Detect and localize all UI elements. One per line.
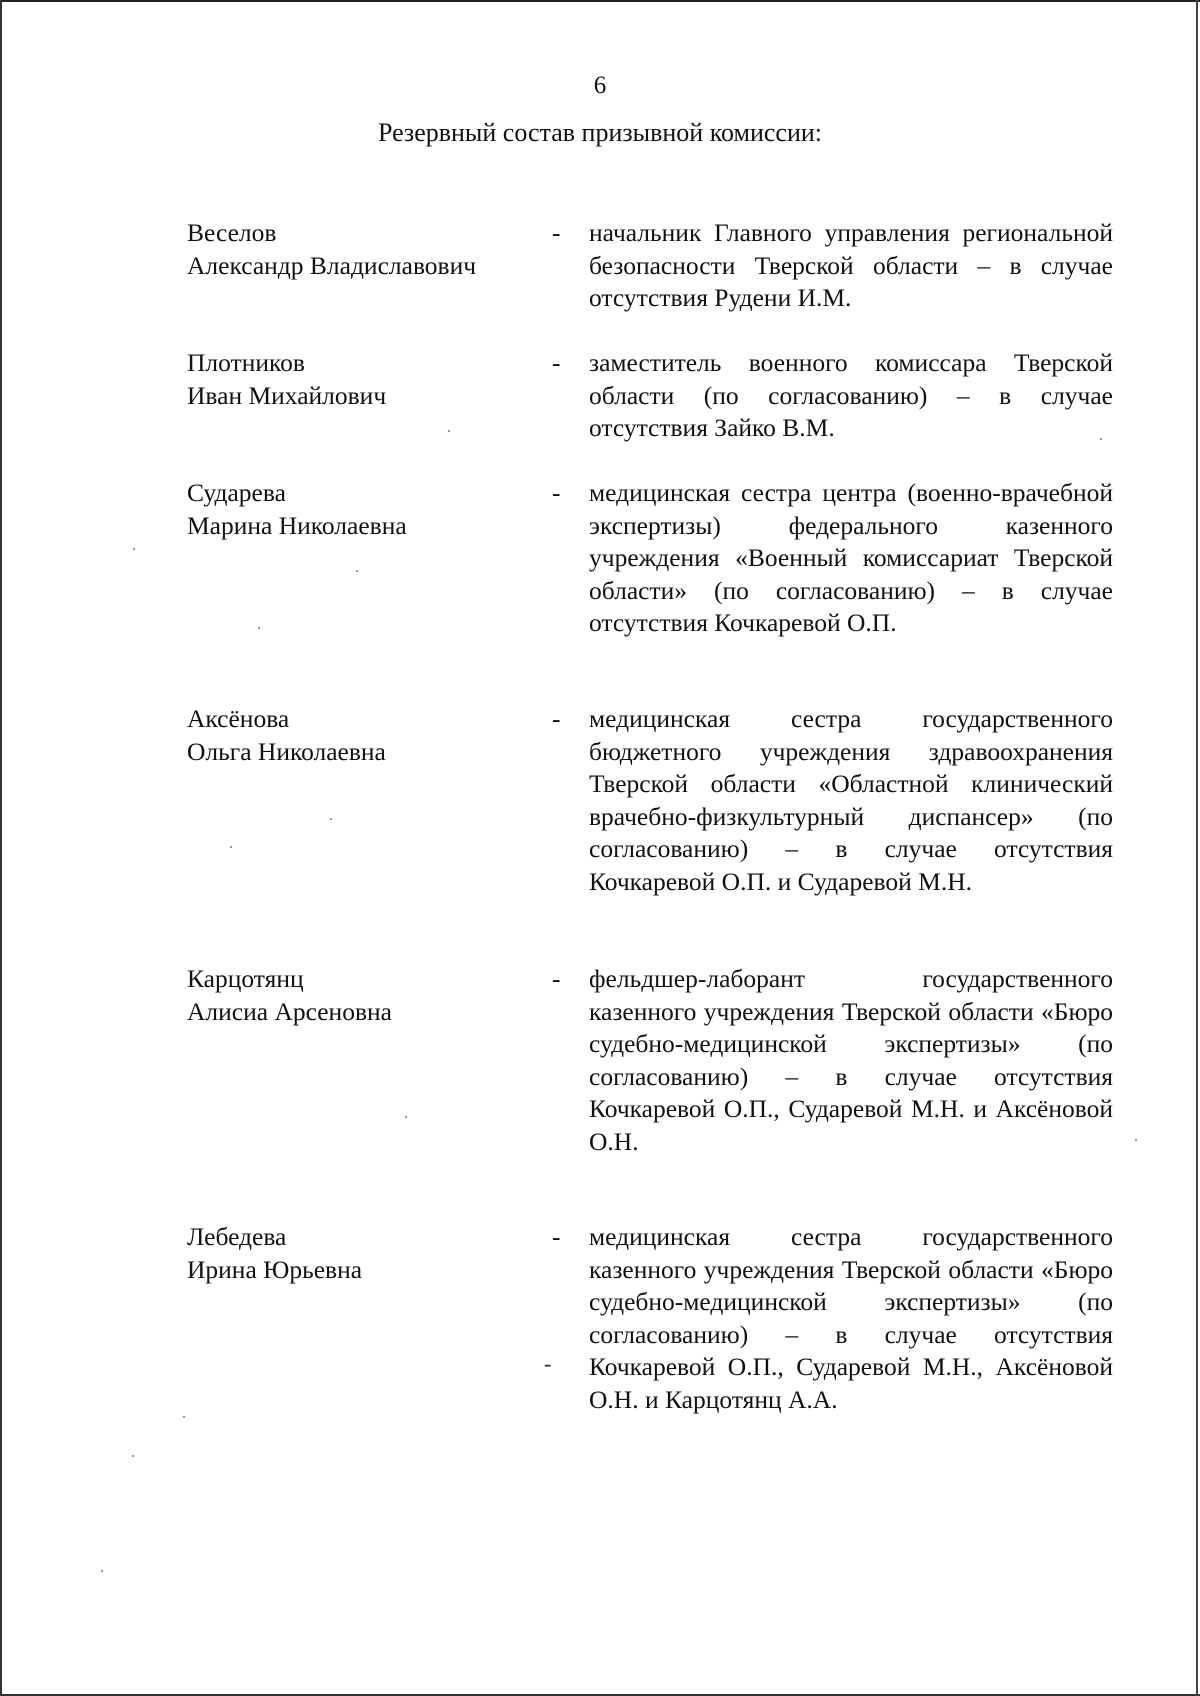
scan-speck — [230, 846, 232, 848]
scan-speck — [356, 570, 358, 572]
scan-speck — [1135, 1139, 1137, 1141]
scan-speck — [1100, 438, 1102, 440]
member-position: медицинская сестра центра (военно-врачебной экспертизы) федерального казенного учреждения «Военный комиссариат Тверской области» (по согласованию) – в случае отсутствия Кочкаревой О.П. — [589, 478, 1113, 637]
member-given-names: Ольга Николаевна — [187, 736, 386, 766]
entry-dash: - — [552, 478, 561, 507]
entry-dash: - — [552, 964, 561, 993]
scan-border-left — [0, 0, 2, 1696]
member-position: медицинская сестра государственного казенного учреждения Тверской области «Бюро судебно-медицинской экспертизы» (по согласованию) – в случае отсутствия Кочкаревой О.П., Сударевой М.Н., Аксёновой О.Н. и Карцотянц А.А. — [589, 1222, 1113, 1414]
stray-dash-mark: - — [544, 1351, 552, 1376]
scan-border-top — [0, 0, 1200, 2]
member-given-names: Иван Михайлович — [187, 380, 387, 410]
member-name — [187, 1221, 527, 1286]
member-name — [187, 217, 527, 282]
page-title: Резервный состав призывной комиссии: — [377, 118, 823, 147]
entry-dash: - — [552, 704, 561, 733]
scan-speck — [258, 627, 260, 629]
member-name — [187, 963, 527, 1028]
scan-speck — [448, 430, 450, 432]
member-position: медицинская сестра государственного бюджетного учреждения здравоохранения Тверской области «Областной клинический врачебно-физкультурный диспансер» (по согласованию) – в случае отсутствия Кочкаревой О.П. и Сударевой М.Н. — [589, 704, 1113, 896]
member-position: заместитель военного комиссара Тверской области (по согласованию) – в случае отсутствия Зайко В.М. — [589, 348, 1113, 442]
scan-speck — [183, 1416, 185, 1418]
member-given-names: Марина Николаевна — [187, 510, 407, 540]
page-number: 6 — [593, 72, 607, 99]
scan-border-right — [1196, 0, 1198, 1696]
member-name — [187, 477, 527, 542]
member-position: фельдшер-лаборант государственного казенного учреждения Тверской области «Бюро судебно-медицинской экспертизы» (по согласованию) – в случае отсутствия Кочкаревой О.П., Сударевой М.Н. и Аксёновой О.Н. — [589, 964, 1113, 1156]
scan-speck — [405, 1116, 407, 1118]
member-surname: Карцотянц — [187, 964, 304, 993]
scan-speck — [133, 548, 135, 550]
scan-speck — [330, 818, 332, 820]
entry-dash: - — [552, 218, 561, 247]
member-given-names: Александр Владиславович — [187, 250, 477, 280]
member-surname: Аксёнова — [187, 704, 290, 733]
member-surname: Лебедева — [187, 1222, 287, 1251]
scan-speck — [101, 1570, 103, 1572]
member-given-names: Ирина Юрьевна — [187, 1254, 363, 1284]
entry-dash: - — [552, 348, 561, 377]
scan-speck — [132, 1455, 134, 1457]
member-surname: Сударева — [187, 478, 286, 507]
member-given-names: Алисиа Арсеновна — [187, 996, 392, 1026]
entry-dash: - — [552, 1222, 561, 1251]
member-name — [187, 703, 527, 768]
member-name — [187, 347, 527, 412]
member-surname: Плотников — [187, 348, 305, 377]
member-surname: Веселов — [187, 218, 277, 247]
member-position: начальник Главного управления региональной безопасности Тверской области – в случае отсутствия Рудени И.М. — [589, 218, 1113, 312]
